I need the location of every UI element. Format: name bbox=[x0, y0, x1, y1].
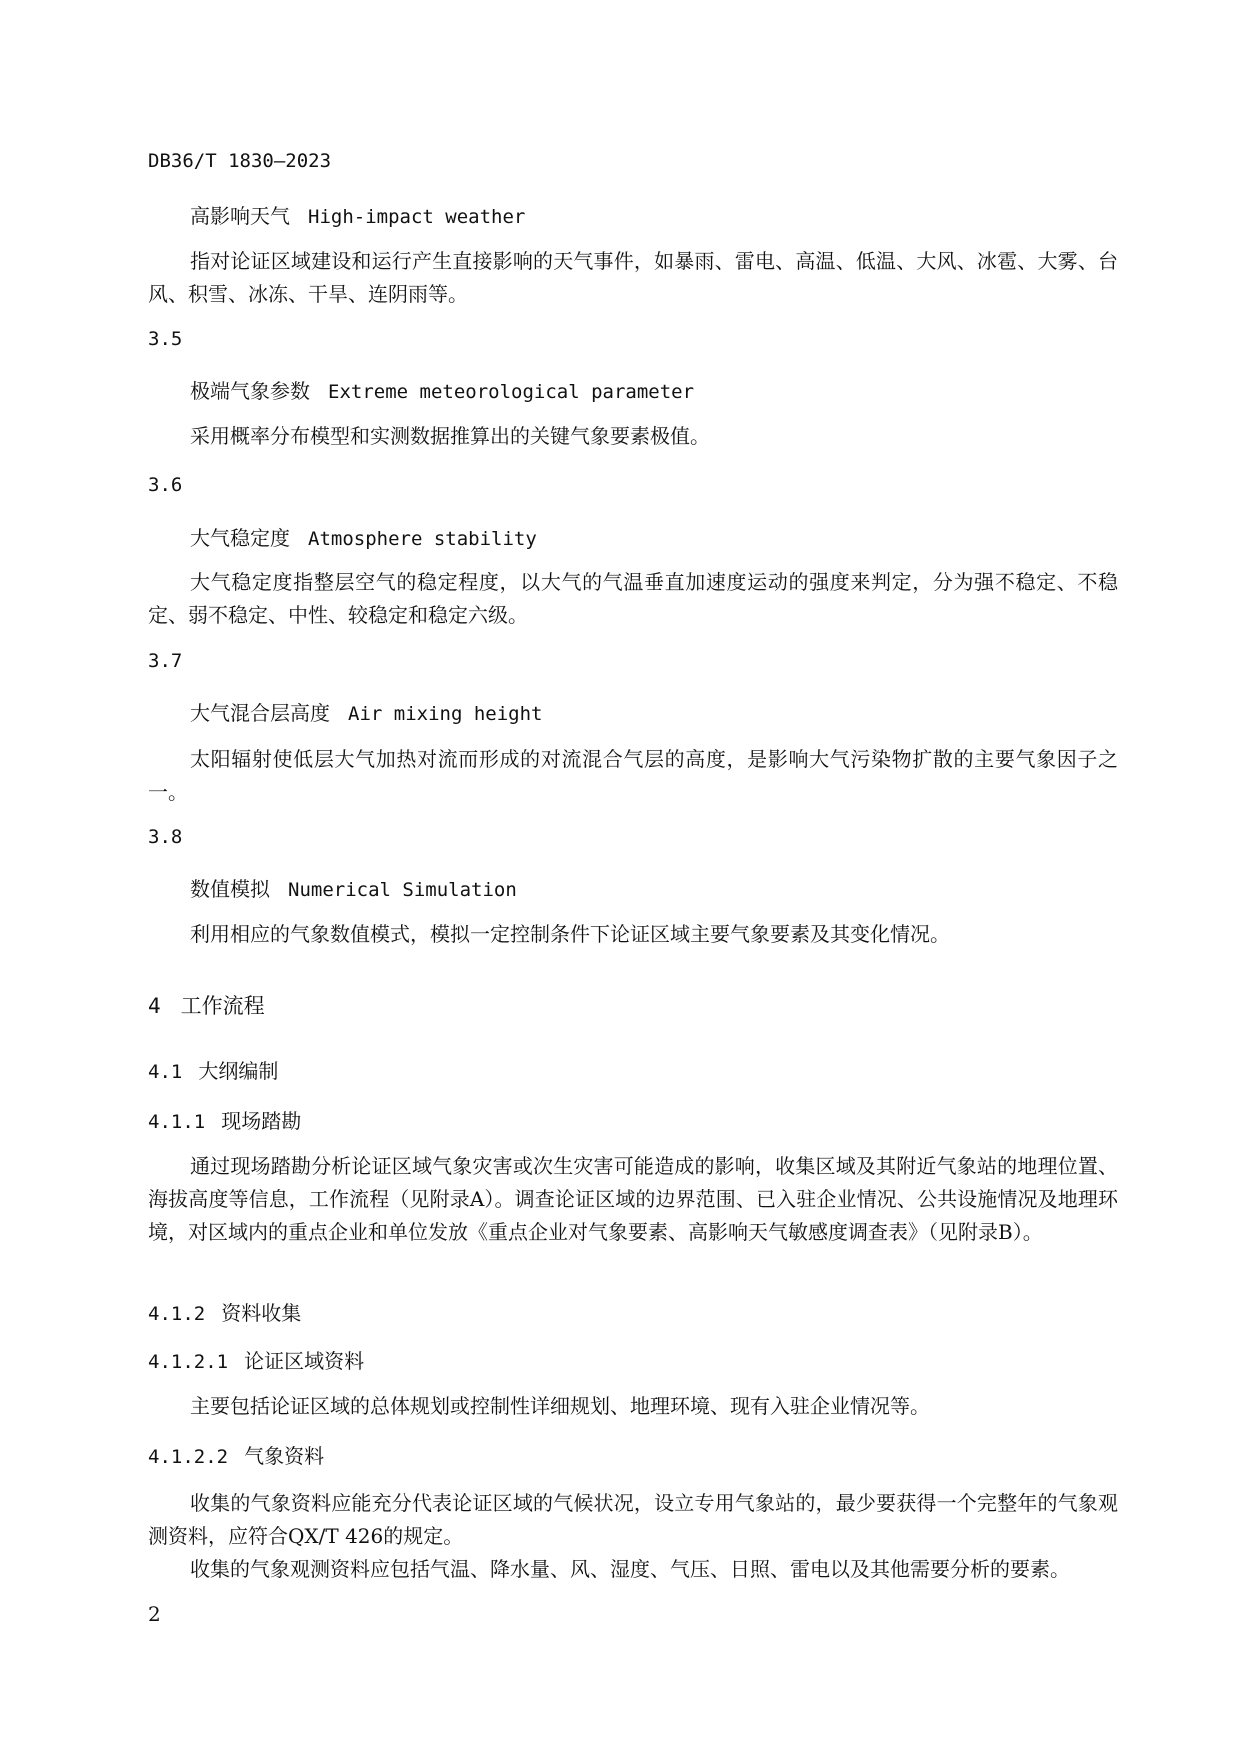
term-definition: 太阳辐射使低层大气加热对流而形成的对流混合气层的高度，是影响大气污染物扩散的主要气象因子之一。 bbox=[148, 747, 1118, 804]
subsection-heading: 4.1.2 资料收集 bbox=[148, 1301, 302, 1325]
term-title bbox=[190, 873, 517, 902]
term-en: Extreme meteorological parameter bbox=[328, 381, 695, 403]
term-title bbox=[190, 697, 542, 726]
term-zh: 数值模拟 bbox=[190, 877, 270, 901]
document-code: DB36/T 1830—2023 bbox=[148, 150, 332, 172]
clause-number: 3.7 bbox=[148, 650, 183, 672]
term-en: Atmosphere stability bbox=[308, 528, 537, 550]
term-definition: 采用概率分布模型和实测数据推算出的关键气象要素极值。 bbox=[190, 424, 710, 448]
clause-number: 3.5 bbox=[148, 328, 183, 350]
paragraph: 主要包括论证区域的总体规划或控制性详细规划、地理环境、现有入驻企业情况等。 bbox=[190, 1394, 930, 1418]
section-heading: 4.1 大纲编制 bbox=[148, 1059, 279, 1083]
term-zh: 极端气象参数 bbox=[190, 379, 310, 403]
term-zh: 大气稳定度 bbox=[190, 526, 290, 550]
term-en: Numerical Simulation bbox=[288, 879, 517, 901]
term-title bbox=[190, 522, 537, 551]
subsubsection-heading: 4.1.2.2 气象资料 bbox=[148, 1444, 325, 1468]
term-definition: 大气稳定度指整层空气的稳定程度，以大气的气温垂直加速度运动的强度来判定，分为强不稳定、不稳定、弱不稳定、中性、较稳定和稳定六级。 bbox=[148, 570, 1118, 627]
term-title bbox=[190, 200, 525, 229]
chapter-heading: 4 工作流程 bbox=[148, 994, 265, 1018]
paragraph: 收集的气象资料应能充分代表论证区域的气候状况，设立专用气象站的，最少要获得一个完整年的气象观测资料，应符合QX/T 426的规定。 收集的气象观测资料应包括气温、降水量、风、湿度、气压、日照、雷电以及其他需要分析的要素。 bbox=[148, 1491, 1118, 1581]
term-definition: 利用相应的气象数值模式，模拟一定控制条件下论证区域主要气象要素及其变化情况。 bbox=[190, 922, 950, 946]
term-en: Air mixing height bbox=[348, 703, 543, 725]
clause-number: 3.6 bbox=[148, 474, 183, 496]
page-number: 2 bbox=[148, 1602, 161, 1626]
term-title bbox=[190, 375, 694, 404]
term-zh: 大气混合层高度 bbox=[190, 701, 330, 725]
paragraph: 通过现场踏勘分析论证区域气象灾害或次生灾害可能造成的影响，收集区域及其附近气象站的地理位置、海拔高度等信息，工作流程（见附录A）。调查论证区域的边界范围、已入驻企业情况、公共设施情况及地理环境，对区域内的重点企业和单位发放《重点企业对气象要素、高影响天气敏感度调查表》（见附录B）。 bbox=[148, 1154, 1118, 1244]
subsubsection-heading: 4.1.2.1 论证区域资料 bbox=[148, 1349, 365, 1373]
term-definition: 指对论证区域建设和运行产生直接影响的天气事件，如暴雨、雷电、高温、低温、大风、冰雹、大雾、台风、积雪、冰冻、干旱、连阴雨等。 bbox=[148, 249, 1118, 306]
term-en: High-impact weather bbox=[308, 206, 526, 228]
clause-number: 3.8 bbox=[148, 826, 183, 848]
subsection-heading: 4.1.1 现场踏勘 bbox=[148, 1109, 302, 1133]
term-zh: 高影响天气 bbox=[190, 204, 290, 228]
